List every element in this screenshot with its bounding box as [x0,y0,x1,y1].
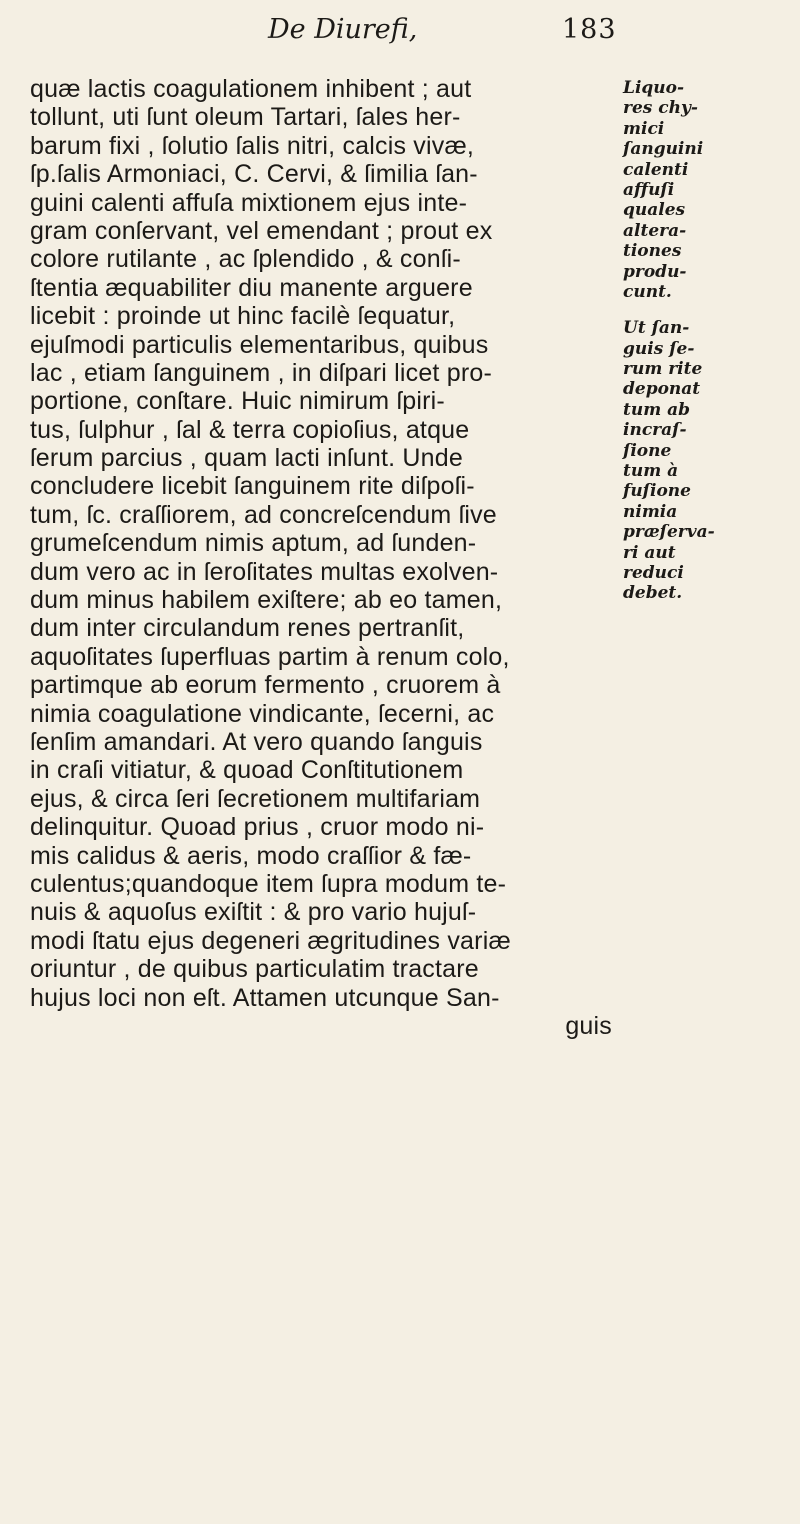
margin-note-line: ſione [623,440,672,461]
text-line: dum inter circulandum renes pertranſit, [30,614,465,643]
margin-notes [623,78,713,604]
page-header [0,14,800,54]
margin-note-line: præſerva- [623,522,715,543]
margin-note-line: ſanguini [623,139,704,160]
text-line: ſtentia æquabiliter diu manente arguere [30,273,473,302]
margin-note-line: tiones [623,241,682,262]
margin-note-line: reduci [623,562,684,583]
text-line: in craſi vitiatur, & quoad Conſtitutionem [30,756,464,785]
text-line: delinquitur. Quoad prius , cruor modo ni- [30,813,485,842]
text-line: culentus;quandoque item ſupra modum te- [30,869,507,898]
text-line: ejus, & circa ſeri ſecretionem multifariam [30,784,481,813]
margin-note-line: Ut ſan- [623,318,690,339]
text-line: tus, ſulphur , ſal & terra copioſius, atque [30,415,470,444]
text-line: portione, conſtare. Huic nimirum ſpiri- [30,387,445,416]
text-line: tollunt, uti ſunt oleum Tartari, ſales her- [30,103,461,132]
text-line: mis calidus & aeris, modo craſſior & fæ- [30,841,472,870]
margin-note-line: tum à [623,461,679,482]
text-line: nimia coagulatione vindicante, ſecerni, ac [30,699,495,728]
text-line: ſerum parcius , quam lacti inſunt. Unde [30,444,463,473]
text-line: tum, ſc. craſſiorem, ad concreſcendum ſive [30,500,497,529]
margin-note-liquores [623,78,713,302]
margin-note-line: incraſ- [623,420,687,441]
margin-note-line: Liquo- [623,78,685,98]
margin-note-line: guis ſe- [623,338,695,359]
text-line: modi ſtatu ejus degeneri ægritudines variæ [30,926,511,955]
text-line: oriuntur , de quibus particulatim tractare [30,955,479,984]
catchword: guis [565,1011,612,1040]
margin-note-line: rum rite [623,359,703,380]
page-number: 183 [562,14,617,45]
text-line: nuis & aquoſus exiſtit : & pro vario hujuſ- [30,898,477,927]
text-line: quæ lactis coagulationem inhibent ; aut [30,75,472,103]
text-line: ſenſim amandari. At vero quando ſanguis [30,727,483,756]
margin-note-line: affuſi [623,179,675,200]
margin-note-line: nimia [623,501,678,522]
text-line: ſp.ſalis Armoniaci, C. Cervi, & ſimilia ſan- [30,160,478,189]
text-line: licebit : proinde ut hinc facilè ſequatur, [30,302,456,331]
margin-note-line: cunt. [623,281,672,302]
margin-note-line: altera- [623,220,687,241]
text-line: gram conſervant, vel emendant ; prout ex [30,216,493,245]
margin-note-line: quales [623,200,686,221]
body-text [30,75,620,1040]
text-line: concludere licebit ſanguinem rite diſpoſi- [30,472,475,501]
margin-note-line: res chy- [623,98,698,119]
text-line: partimque ab eorum fermento , cruorem à [30,671,501,700]
text-line: dum minus habilem exiſtere; ab eo tamen, [30,586,503,615]
margin-note-line: mici [623,118,665,139]
text-line: ejuſmodi particulis elementaribus, quibus [30,330,489,359]
text-line: hujus loci non eſt. Attamen utcunque San- [30,983,500,1012]
text-line: lac , etiam ſanguinem , in diſpari licet pro- [30,358,492,387]
text-line: aquoſitates ſuperfluas partim à renum colo, [30,642,510,671]
text-line: colore rutilante , ac ſplendido , & conſi- [30,245,461,274]
margin-note-ut-sanguis [623,318,713,603]
margin-note-line: ri aut [623,542,676,563]
text-line: grumeſcendum nimis aptum, ad ſunden- [30,529,477,558]
margin-note-line: tum ab [623,399,691,420]
margin-note-line: fuſione [623,481,691,502]
running-title: De Diurefi, [268,14,418,45]
text-line: dum vero ac in ſeroſitates multas exolven- [30,557,499,586]
margin-note-line: produ- [623,261,687,282]
margin-note-line: debet. [623,583,683,604]
margin-note-line: deponat [623,379,701,400]
margin-note-line: calenti [623,159,689,180]
text-line: guini calenti affuſa mixtionem ejus inte- [30,188,468,217]
text-line: barum fixi , ſolutio ſalis nitri, calcis vivæ, [30,131,475,160]
